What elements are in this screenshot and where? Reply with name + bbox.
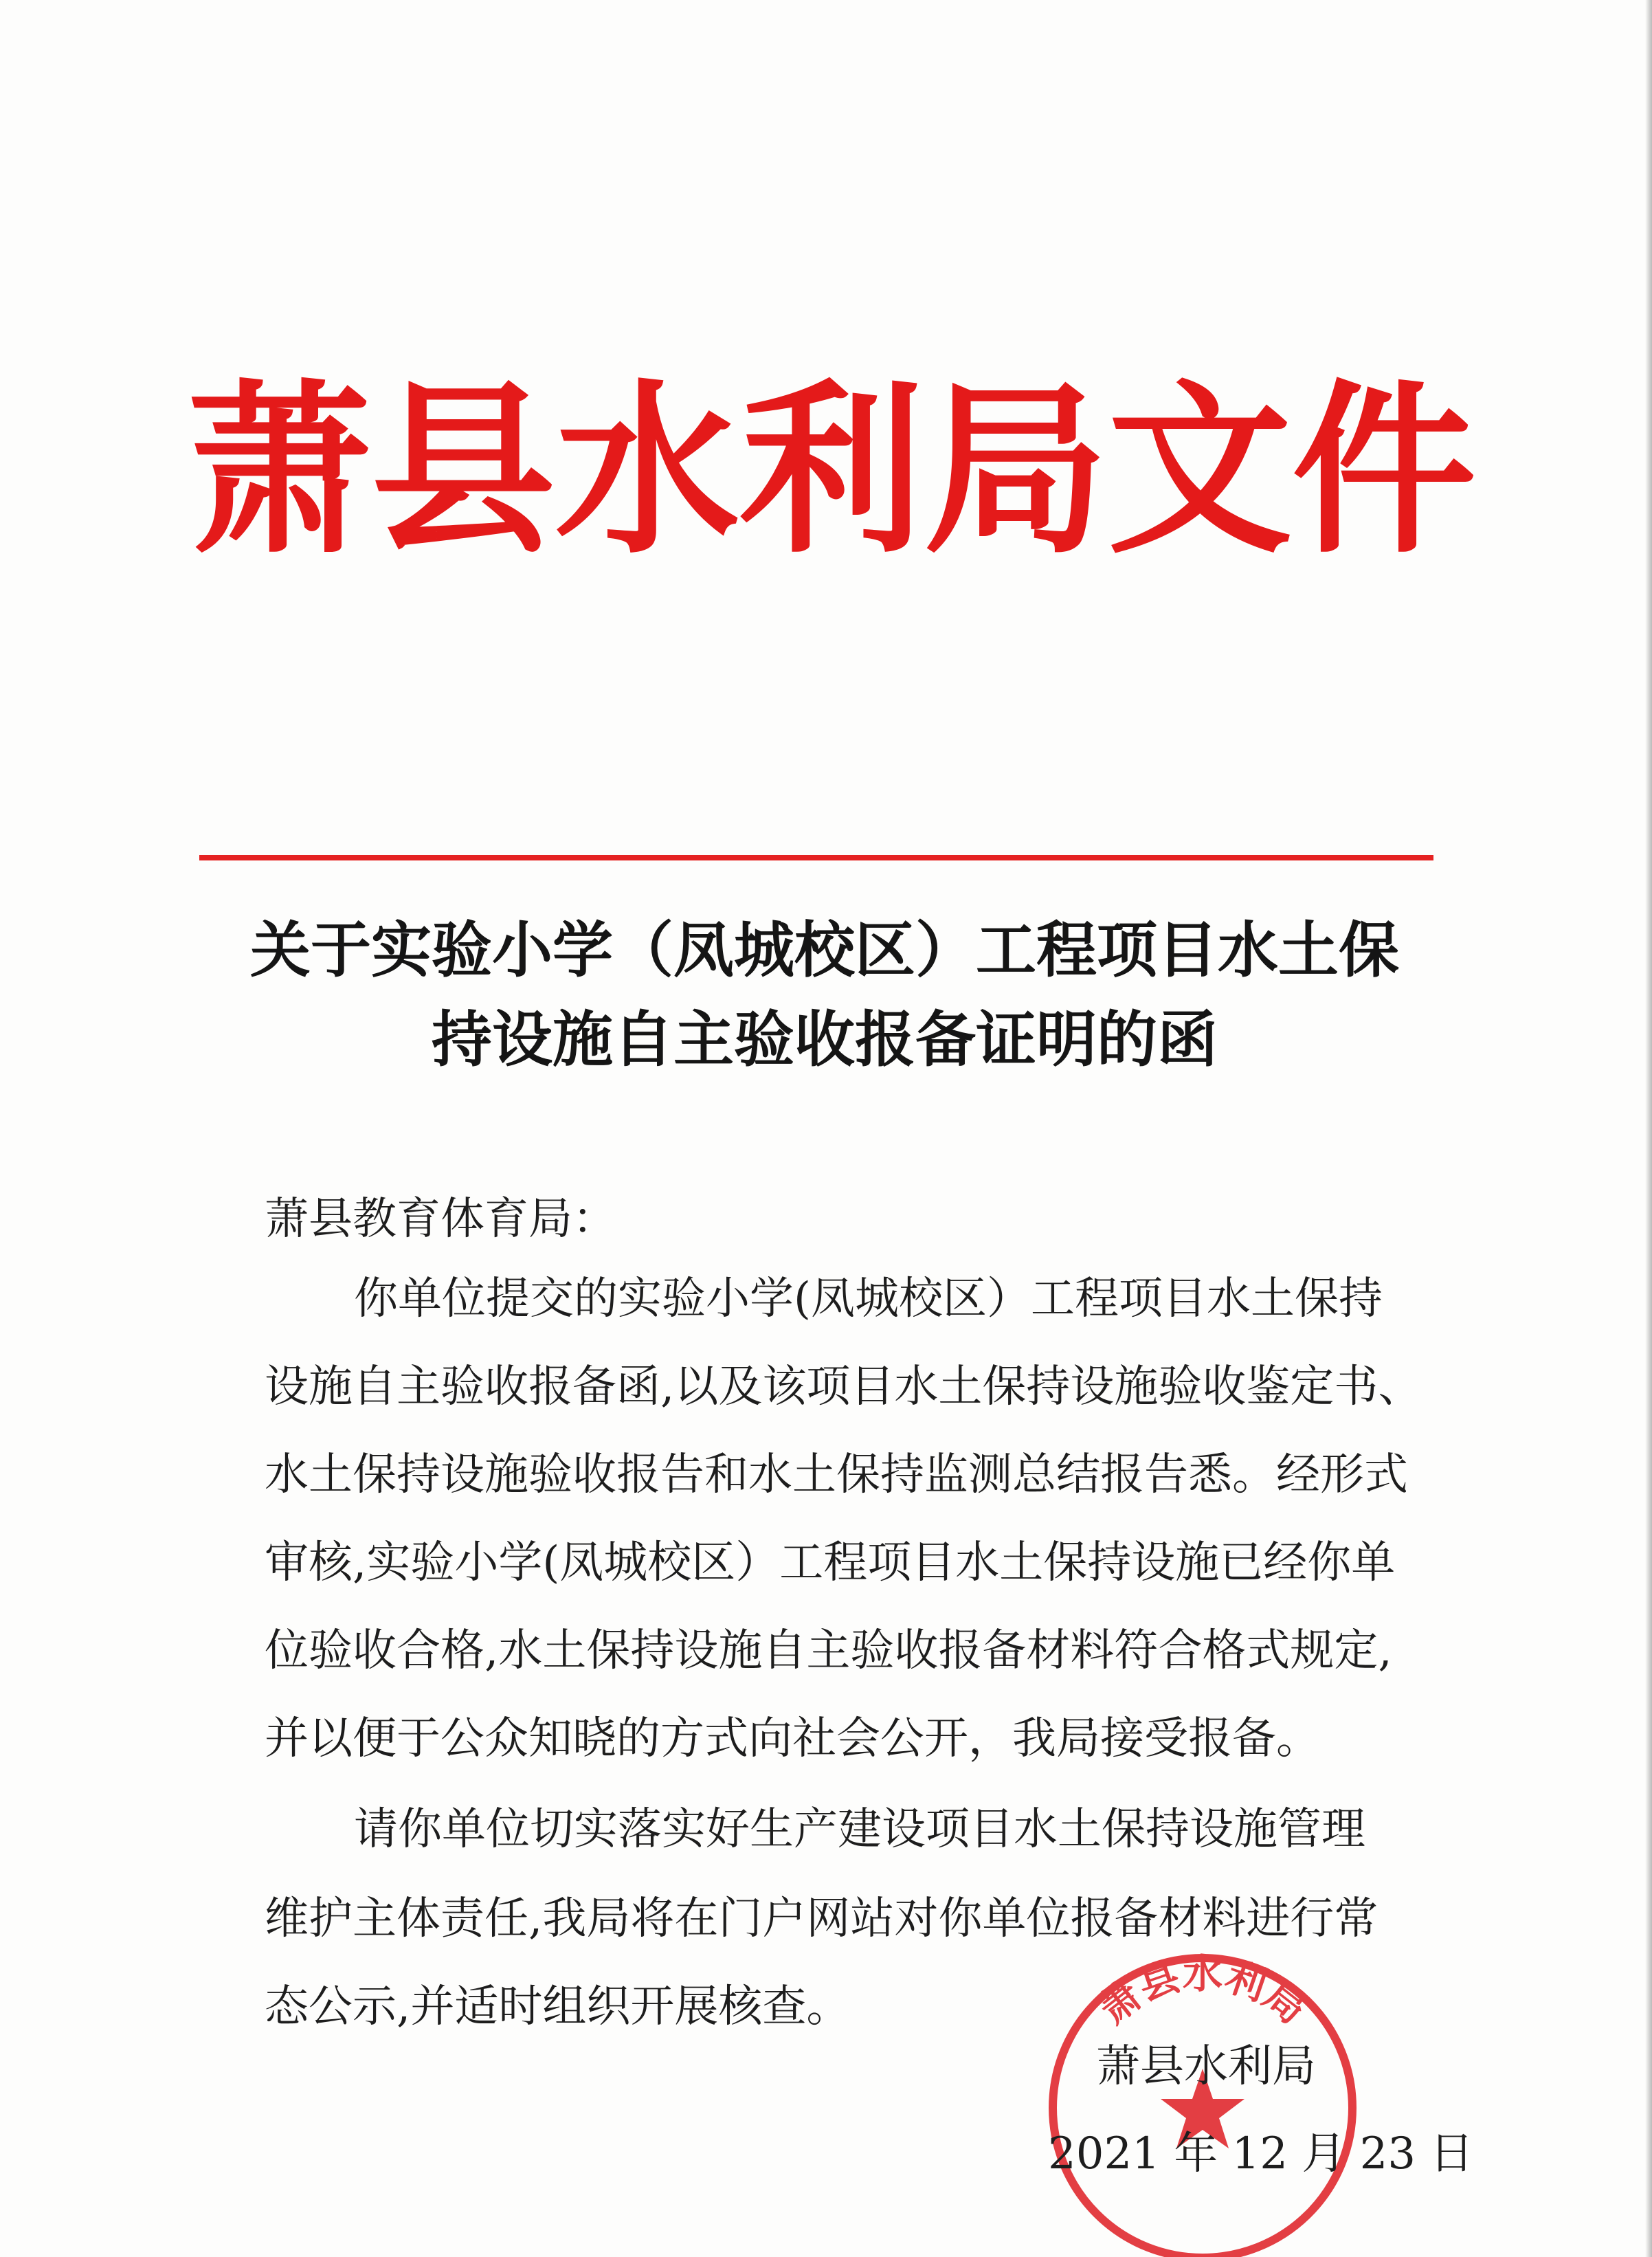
official-seal-stamp bbox=[1041, 1946, 1364, 2257]
paragraph-1-line-4: 审核,实验小学(凤城校区）工程项目水土保持设施已经你单 bbox=[265, 1537, 1396, 1588]
signature-issuer: 萧县水利局 bbox=[1096, 2041, 1316, 2092]
paragraph-1-line-2: 设施自主验收报备函,以及该项目水土保持设施验收鉴定书、 bbox=[265, 1361, 1422, 1412]
document-subject bbox=[206, 906, 1443, 1085]
subject-line-1: 关于实验小学（凤城校区）工程项目水土保 bbox=[249, 915, 1399, 986]
page-edge-shadow bbox=[1645, 0, 1652, 2257]
paragraph-2-line-1: 请你单位切实落实好生产建设项目水土保持设施管理 bbox=[354, 1804, 1365, 1855]
subject-line-2: 持设施自主验收报备证明的函 bbox=[431, 1004, 1218, 1075]
document-header-title: 萧县水利局文件 bbox=[187, 362, 1476, 579]
seal-text: 萧县水利局 bbox=[1090, 1950, 1315, 2033]
addressee: 萧县教育体育局： bbox=[265, 1194, 616, 1245]
issue-date: 2021 年 12 月 23 日 bbox=[1048, 2128, 1474, 2179]
svg-text:萧县水利局 bbox=[1090, 1950, 1315, 2033]
paragraph-1-line-1: 你单位提交的实验小学(凤城校区）工程项目水土保持 bbox=[354, 1274, 1383, 1324]
paragraph-2-line-2: 维护主体责任,我局将在门户网站对你单位报备材料进行常 bbox=[265, 1893, 1378, 1944]
header-red-rule bbox=[199, 855, 1433, 860]
paragraph-1-line-6: 并以便于公众知晓的方式向社会公开，我局接受报备。 bbox=[265, 1713, 1320, 1764]
paragraph-2-line-3: 态公示,并适时组织开展核查。 bbox=[265, 1981, 851, 2032]
paragraph-1-line-5: 位验收合格,水土保持设施自主验收报备材料符合格式规定, bbox=[265, 1625, 1392, 1676]
paragraph-1-line-3: 水土保持设施验收报告和水土保持监测总结报告悉。经形式 bbox=[265, 1449, 1408, 1500]
